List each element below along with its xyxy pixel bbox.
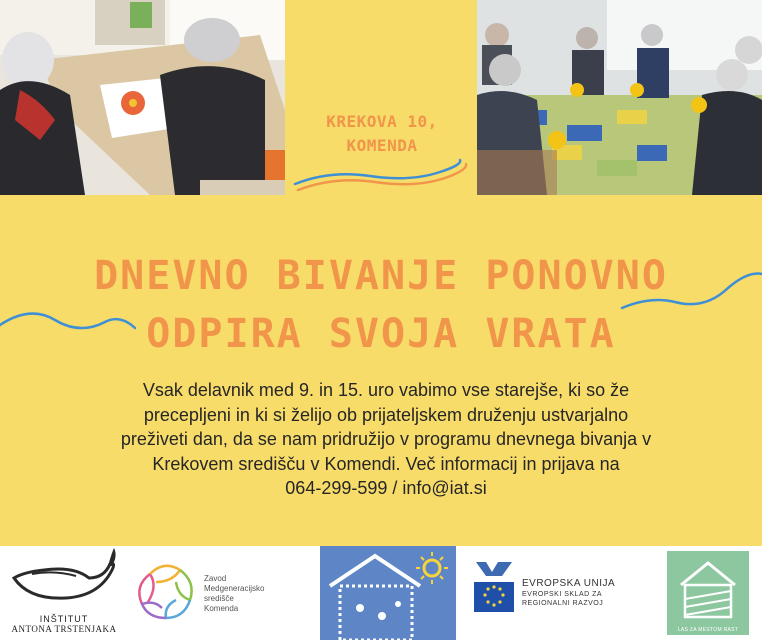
address-street: KREKOVA 10, bbox=[326, 112, 438, 131]
announcement-line: preživeti dan, da se nam pridružijo v programu dnevnega bivanja v bbox=[120, 429, 652, 449]
eu-line3: REGIONALNI RAZVOJ bbox=[522, 600, 604, 607]
eu-line2: EVROPSKI SKLAD ZA bbox=[522, 591, 603, 598]
eu-line1: EVROPSKA UNIJA bbox=[522, 578, 616, 589]
announcement-line: precepljeni in ki si želijo ob prijateljskem druženju ustvarjalno bbox=[143, 404, 629, 425]
address-squiggle-decoration bbox=[290, 152, 475, 197]
announcement-line: Vsak delavnik med 9. in 15. uro vabimo vse starejše, ki so že bbox=[142, 380, 630, 400]
iat-logo bbox=[4, 548, 124, 640]
las-logo bbox=[667, 551, 749, 635]
eu-flag-icon bbox=[472, 558, 516, 620]
address-town: KOMENDA bbox=[346, 136, 418, 155]
eu-logo bbox=[472, 558, 642, 628]
photo-painting-activity bbox=[0, 0, 285, 195]
leaf-circle-icon bbox=[128, 556, 203, 628]
address-block bbox=[292, 110, 472, 158]
announcement-contact-line: 064-299-599 / info@iat.si bbox=[285, 478, 487, 498]
headline-line-2: ODPIRA SVOJA VRATA bbox=[146, 311, 616, 357]
announcement-text bbox=[95, 378, 677, 501]
zavod-text bbox=[204, 574, 288, 614]
oil-lamp-icon bbox=[4, 548, 124, 610]
zavod-logo bbox=[128, 554, 288, 634]
zavod-line3: Komenda bbox=[204, 604, 239, 613]
zavod-line2: Medgeneracijsko središče bbox=[204, 584, 265, 603]
house-sun-icon bbox=[320, 546, 456, 640]
photo-exercise-activity bbox=[477, 0, 762, 195]
wave-left-decoration bbox=[0, 300, 140, 350]
las-label: LAS ZA MESTOM RAST bbox=[677, 627, 739, 633]
sponsor-logo-strip bbox=[0, 546, 762, 640]
zavod-line1: Zavod bbox=[204, 574, 227, 583]
headline-line-1: DNEVNO BIVANJE PONOVNO bbox=[94, 253, 668, 299]
announcement-line: Krekovem središču v Komendi. Več informacij in prijava na bbox=[152, 453, 620, 474]
wave-right-decoration bbox=[620, 266, 762, 316]
iat-name-line1: INŠTITUT bbox=[39, 614, 89, 624]
las-house-icon bbox=[667, 551, 749, 623]
house-sun-logo bbox=[320, 546, 456, 640]
iat-name-line2: ANTONA TRSTENJAKA bbox=[11, 624, 117, 634]
